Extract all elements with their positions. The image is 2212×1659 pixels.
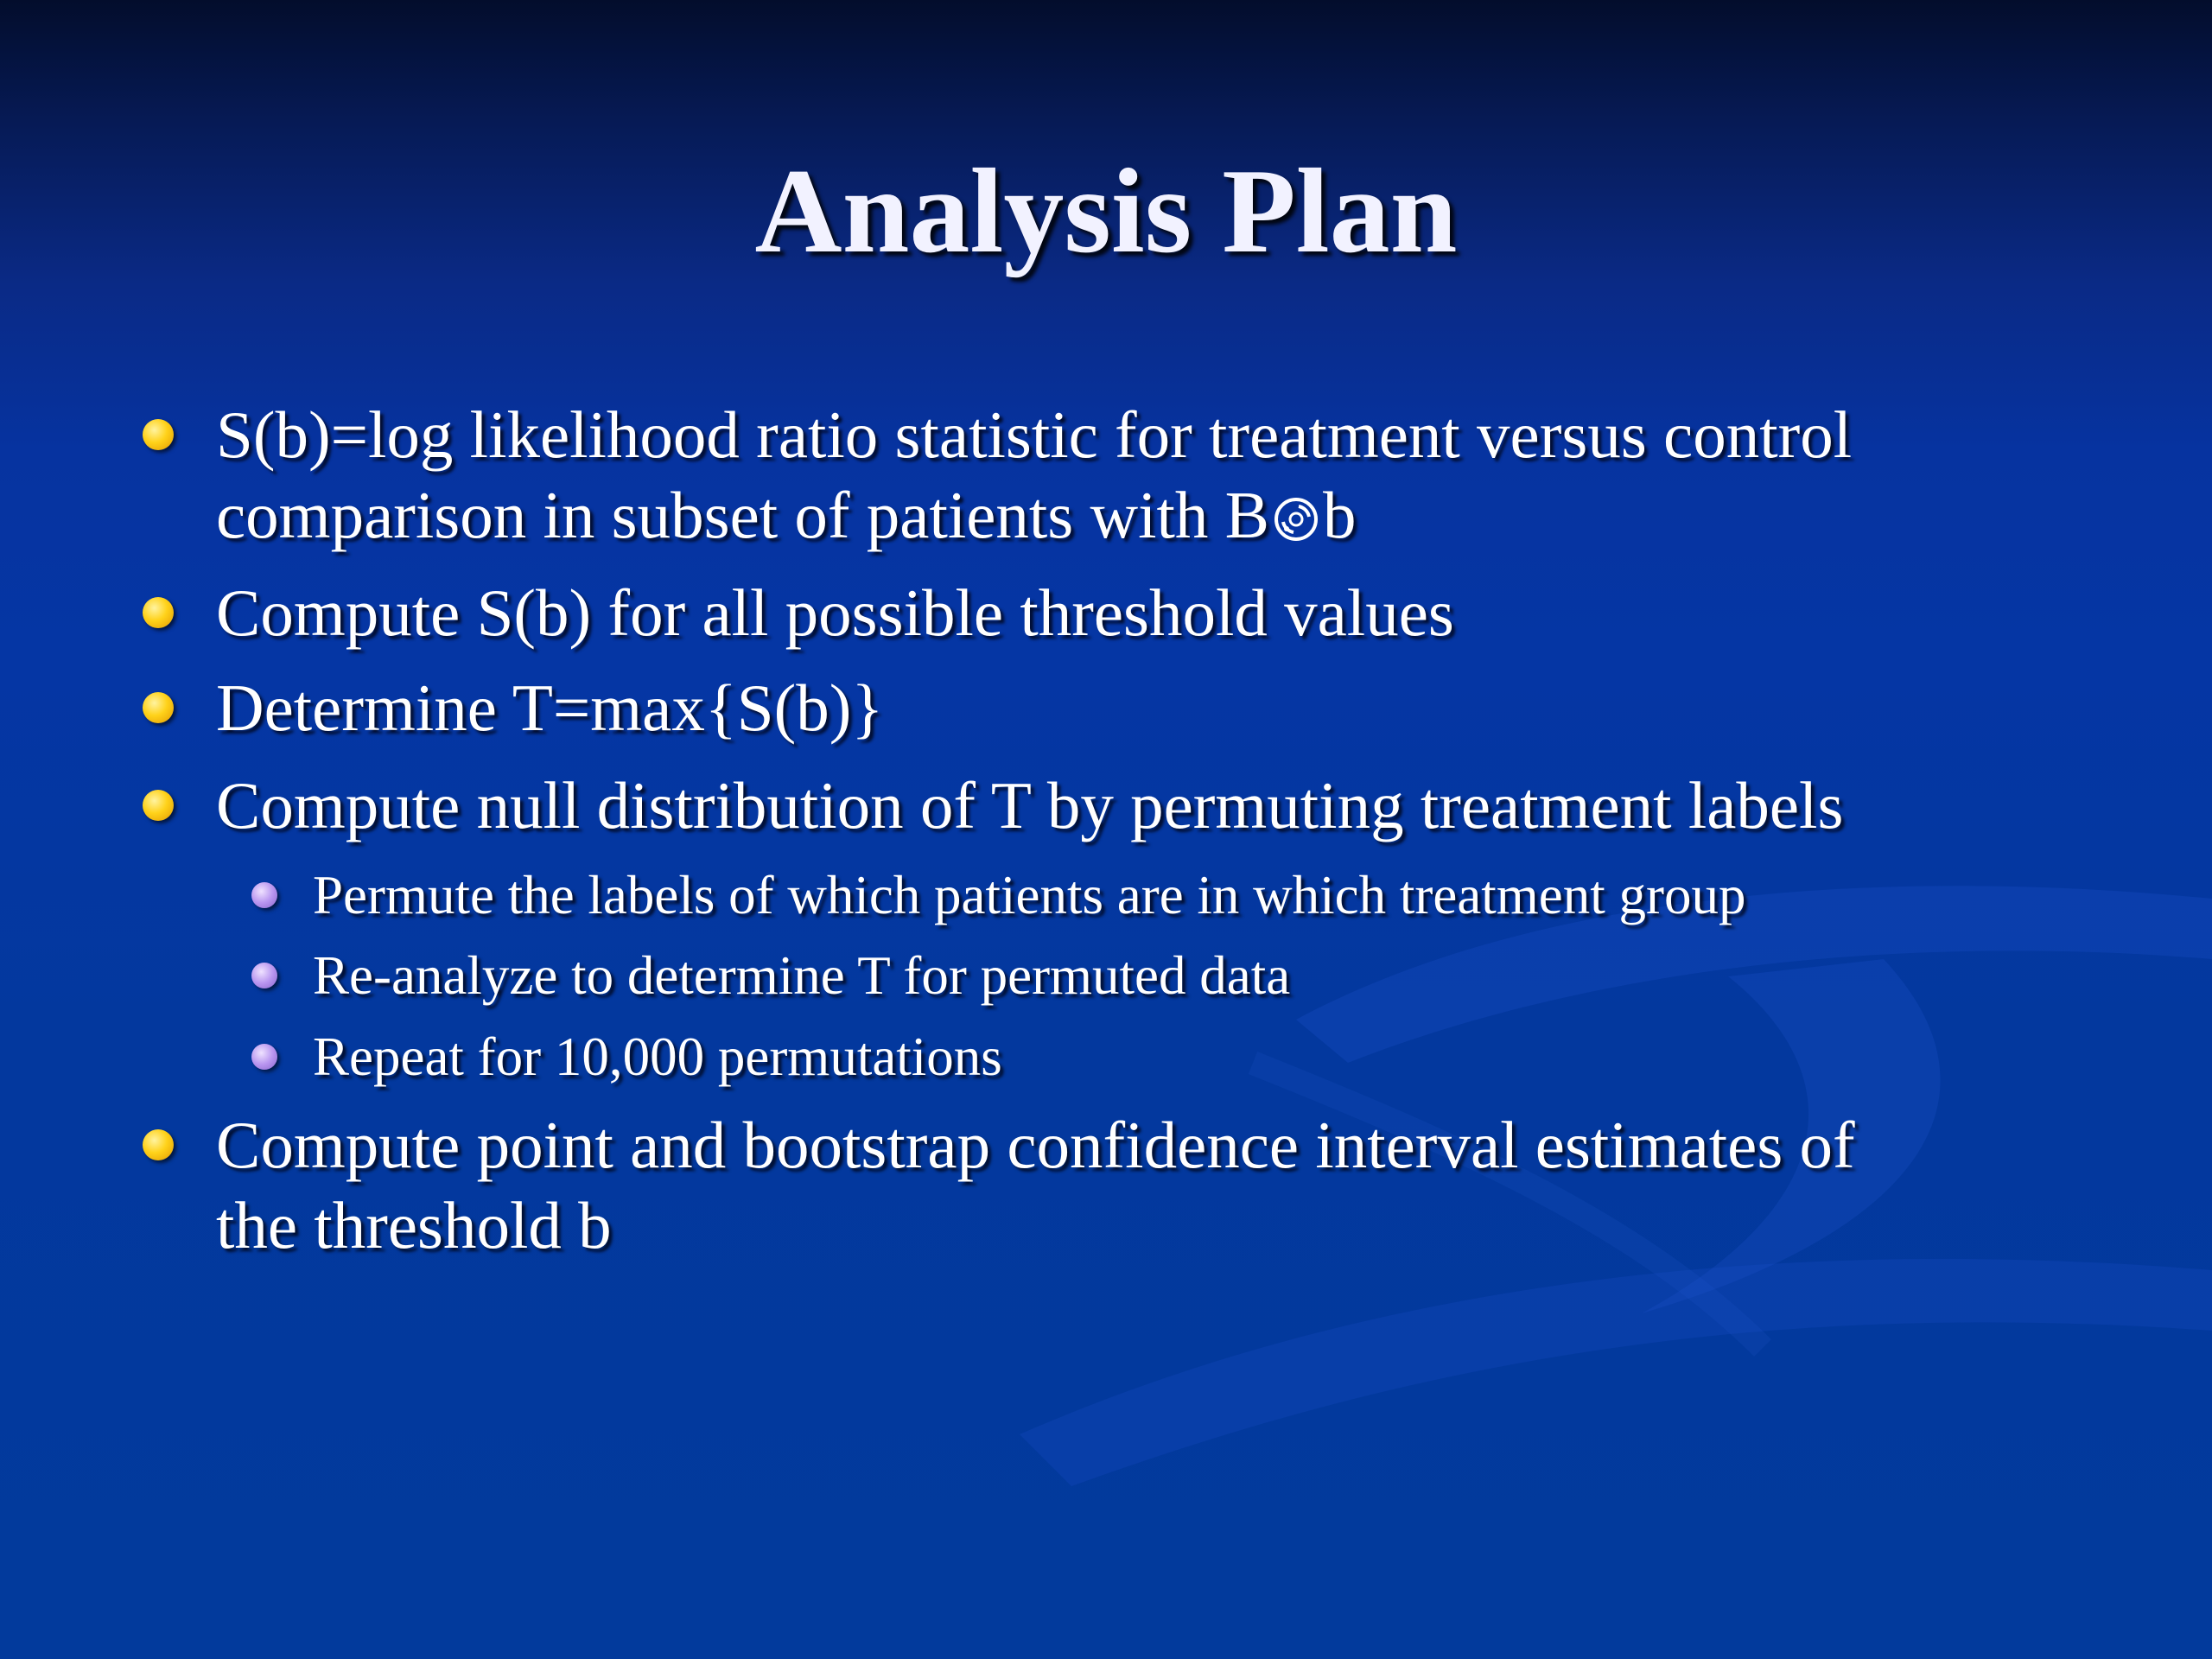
bullet-text: Compute null distribution of T by permuting treatment labels (216, 768, 1844, 842)
bullet-dot-icon (143, 597, 174, 628)
sub-bullet-text: Permute the labels of which patients are in which treatment group (313, 865, 1746, 925)
bullet-item (216, 395, 2143, 556)
bullet-text: Compute S(b) for all possible threshold values (216, 575, 1454, 650)
sub-bullet-dot-icon (251, 882, 277, 908)
sub-bullet-item (313, 1022, 2145, 1091)
bullet-text-line: the threshold b (216, 1188, 612, 1262)
bullet-item (216, 573, 2143, 653)
bullet-item (216, 766, 2143, 846)
bullet-text: Determine T=max{S(b)} (216, 671, 884, 745)
bullet-dot-icon (143, 1129, 174, 1160)
bullet-dot-icon (143, 692, 174, 723)
slide-title: Analysis Plan (754, 144, 1458, 278)
bullet-dot-icon (143, 790, 174, 821)
bullet-dot-icon (143, 419, 174, 450)
bullet-item (216, 1105, 2143, 1266)
bullet-text-line (216, 475, 2143, 556)
sub-bullet-text: Repeat for 10,000 permutations (313, 1027, 1002, 1087)
bullet-text-segment: comparison in subset of patients with B (216, 478, 1270, 552)
bullet-text-segment: b (1323, 478, 1357, 552)
bullet-text-line: Compute point and bootstrap confidence interval estimates of (216, 1108, 1855, 1182)
sub-bullet-dot-icon (251, 1044, 277, 1070)
sub-bullet-text: Re-analyze to determine T for permuted data (313, 945, 1291, 1006)
bullet-item (216, 668, 2143, 748)
bullet-text-line: S(b)=log likelihood ratio statistic for treatment versus control (216, 397, 1853, 472)
sub-bullet-item (313, 861, 2145, 930)
sub-bullet-item (313, 941, 2145, 1010)
disc-glyph-icon (1273, 496, 1319, 543)
sub-bullet-dot-icon (251, 963, 277, 988)
